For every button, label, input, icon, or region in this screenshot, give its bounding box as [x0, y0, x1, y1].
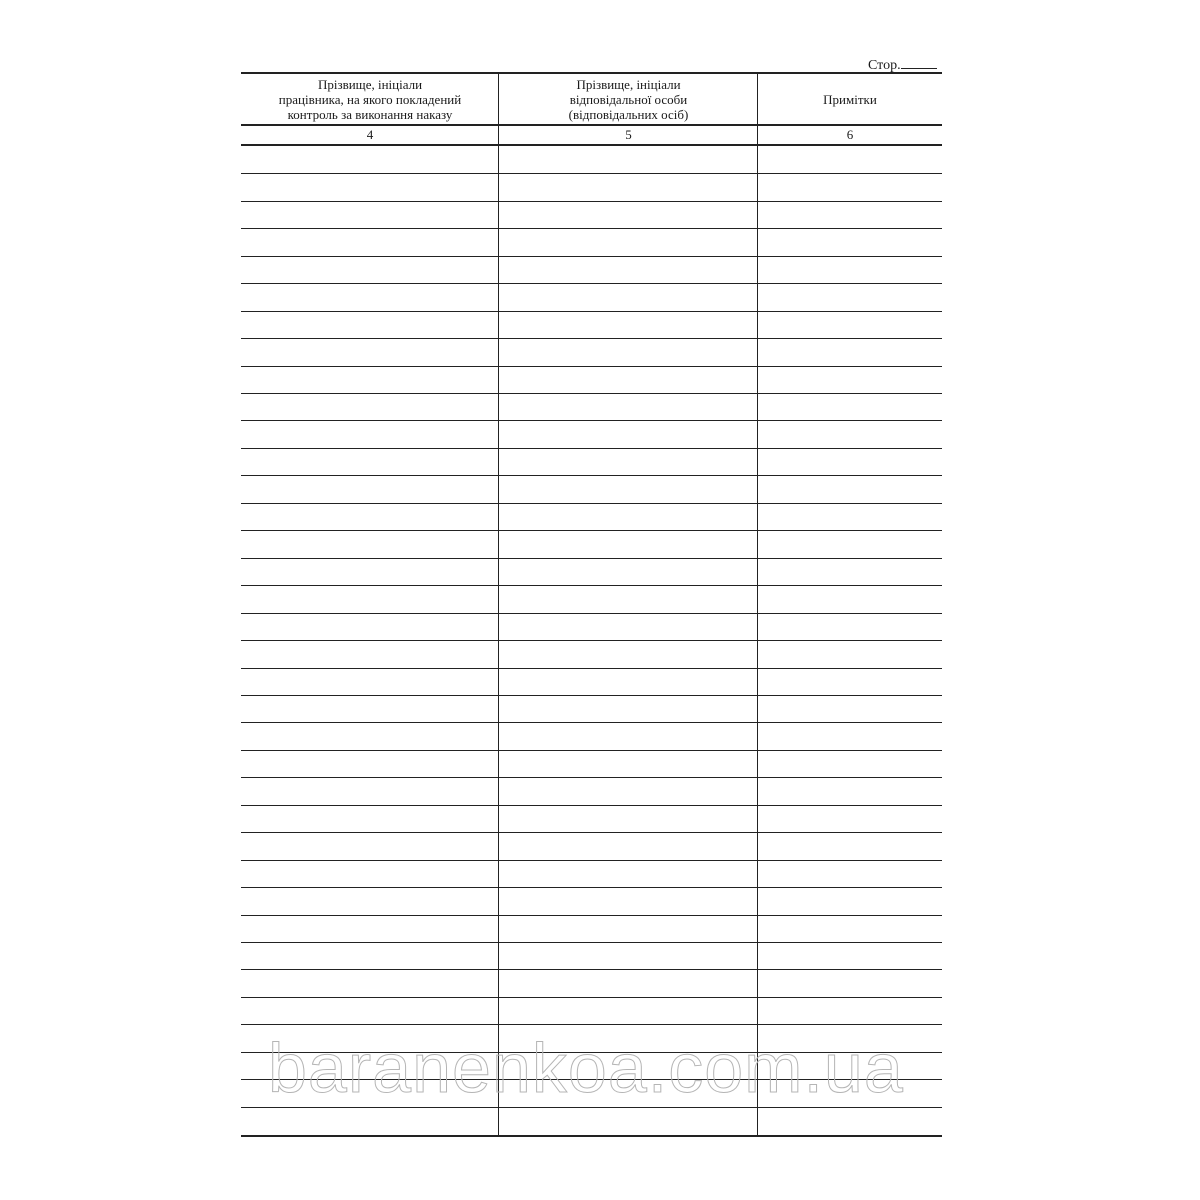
table-row-line	[241, 201, 942, 202]
table-row-line	[241, 228, 942, 229]
table-row-line	[241, 722, 942, 723]
column-divider	[757, 74, 758, 1135]
table-row-line	[241, 777, 942, 778]
table-row-line	[241, 393, 942, 394]
column-number-5: 5	[625, 127, 632, 142]
table-row-line	[241, 1024, 942, 1025]
watermark: baranenkoa.com.ua	[268, 1029, 904, 1107]
table-row-line	[241, 668, 942, 669]
table-row-line	[241, 613, 942, 614]
table-header-row	[241, 74, 942, 126]
table-row-line	[241, 942, 942, 943]
table-row-line	[241, 887, 942, 888]
table-row-line	[241, 1079, 942, 1080]
column-number-4: 4	[366, 127, 374, 142]
table-row-line	[241, 173, 942, 174]
table-row-line	[241, 366, 942, 367]
page-number-label: Стор.	[868, 58, 901, 73]
table-row-line	[241, 475, 942, 476]
column-number-row	[241, 126, 942, 146]
table-row-line	[241, 530, 942, 531]
table-row-line	[241, 640, 942, 641]
table-row-line	[241, 283, 942, 284]
table-row-line	[241, 338, 942, 339]
header-controller-text: Прізвище, ініціали працівника, на якого покладений контроль за виконання наказу	[278, 76, 462, 122]
column-divider	[498, 74, 499, 1135]
page-number-field	[868, 54, 937, 74]
table-row-line	[241, 915, 942, 916]
table-row-line	[241, 695, 942, 696]
table-row-line	[241, 969, 942, 970]
table-row-line	[241, 832, 942, 833]
table-row-line	[241, 860, 942, 861]
header-controller	[241, 74, 499, 124]
header-notes	[758, 74, 942, 124]
table-row-line	[241, 997, 942, 998]
blank-rows[interactable]	[241, 146, 942, 1135]
page-number-blank[interactable]	[901, 54, 937, 69]
table-row-line	[241, 750, 942, 751]
table-row-line	[241, 448, 942, 449]
header-responsible	[499, 74, 758, 124]
table-row-line	[241, 1052, 942, 1053]
column-number-6: 6	[846, 127, 854, 142]
table-row-line	[241, 256, 942, 257]
table-row-line	[241, 503, 942, 504]
ledger-table	[241, 72, 942, 1137]
table-row-line	[241, 558, 942, 559]
table-row-line	[241, 585, 942, 586]
table-row-line	[241, 1107, 942, 1108]
table-row-line	[241, 420, 942, 421]
table-row-line	[241, 805, 942, 806]
header-responsible-text: Прізвище, ініціали відповідальної особи (відповідальних осіб)	[568, 76, 689, 122]
header-notes-text: Примітки	[823, 91, 877, 107]
table-row-line	[241, 311, 942, 312]
